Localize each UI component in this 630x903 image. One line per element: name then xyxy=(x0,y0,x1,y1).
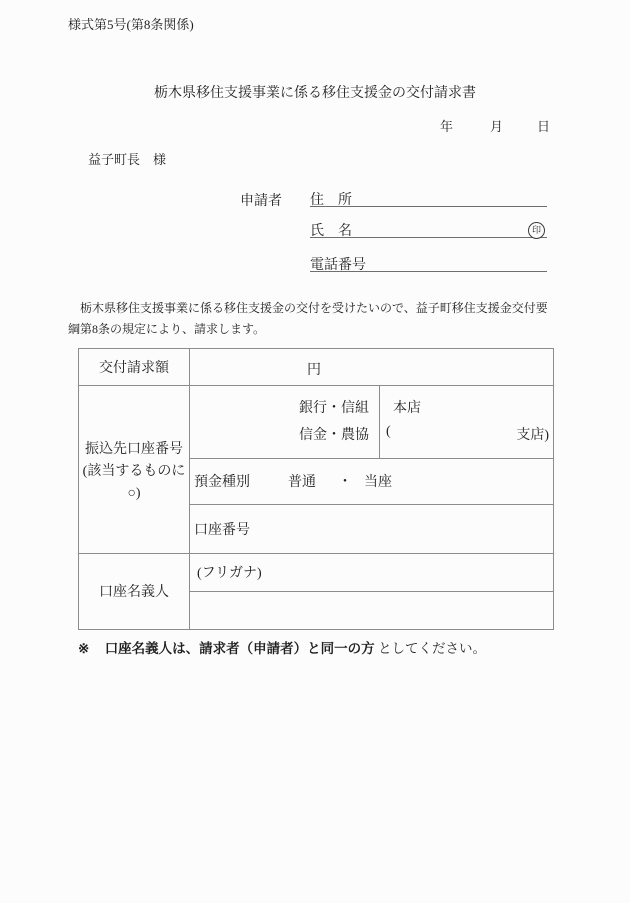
bank-type-line2: 信金・農協 xyxy=(299,428,369,443)
transfer-account-line1: 振込先口座番号 xyxy=(85,442,183,457)
date-year-label: 年 xyxy=(440,119,454,134)
phone-field-label: 電話番号 xyxy=(310,258,366,273)
body-paragraph xyxy=(68,298,555,340)
holder-label: 口座名義人 xyxy=(99,585,169,600)
phone-field xyxy=(310,254,547,272)
footnote-normal-text: としてください。 xyxy=(378,641,487,656)
address-field xyxy=(310,189,547,207)
amount-label: 交付請求額 xyxy=(99,361,169,376)
transfer-account-label-cell xyxy=(79,385,189,553)
body-paragraph-line1: 栃木県移住支援事業に係る移住支援金の交付を受けたいので、益子町移住支援金交付要 xyxy=(68,301,548,315)
holder-name-blank-cell xyxy=(189,591,553,629)
seal-glyph: 印 xyxy=(531,225,541,235)
date-month-label: 月 xyxy=(490,119,504,134)
deposit-current-option: 当座 xyxy=(364,475,392,490)
bank-type-line1: 銀行・信組 xyxy=(299,401,369,416)
seal-icon xyxy=(528,222,545,239)
form-number: 様式第5号(第8条関係) xyxy=(68,17,194,32)
account-number-label: 口座番号 xyxy=(194,522,250,538)
deposit-ordinary-option: 普通 xyxy=(288,475,316,490)
name-field xyxy=(310,220,547,238)
body-paragraph-line2: 綱第8条の規定により、請求します。 xyxy=(68,322,266,336)
transfer-account-line2: (該当するものに xyxy=(82,464,186,479)
payment-request-table xyxy=(78,348,554,630)
addressee: 益子町長 様 xyxy=(88,152,167,167)
yen-label: 円 xyxy=(307,363,321,378)
branch-cell xyxy=(379,385,553,458)
transfer-account-line3: ○) xyxy=(127,486,141,501)
name-field-label: 氏 名 xyxy=(310,224,352,239)
deposit-option-separator: ・ xyxy=(338,475,352,490)
bank-type-cell xyxy=(189,385,379,458)
deposit-type-cell xyxy=(189,458,553,504)
branch-paren-open: ( xyxy=(386,424,391,439)
deposit-type-label: 預金種別 xyxy=(194,475,250,490)
furigana-cell xyxy=(189,553,553,591)
head-office-label: 本店 xyxy=(393,401,421,416)
address-field-label: 住 所 xyxy=(310,193,352,208)
footnote-bold-text: 口座名義人は、請求者（申請者）と同一の方 xyxy=(104,641,375,656)
furigana-label: (フリガナ) xyxy=(197,566,262,581)
footnote xyxy=(78,637,486,657)
page-title: 栃木県移住支援事業に係る移住支援金の交付請求書 xyxy=(154,86,476,101)
date-day-label: 日 xyxy=(537,119,551,134)
holder-label-cell xyxy=(79,553,189,629)
account-number-cell xyxy=(189,504,553,553)
footnote-marker: ※ xyxy=(78,641,90,656)
applicant-label: 申請者 xyxy=(240,194,282,209)
amount-label-cell xyxy=(79,349,189,385)
branch-label: 支店) xyxy=(516,428,549,443)
